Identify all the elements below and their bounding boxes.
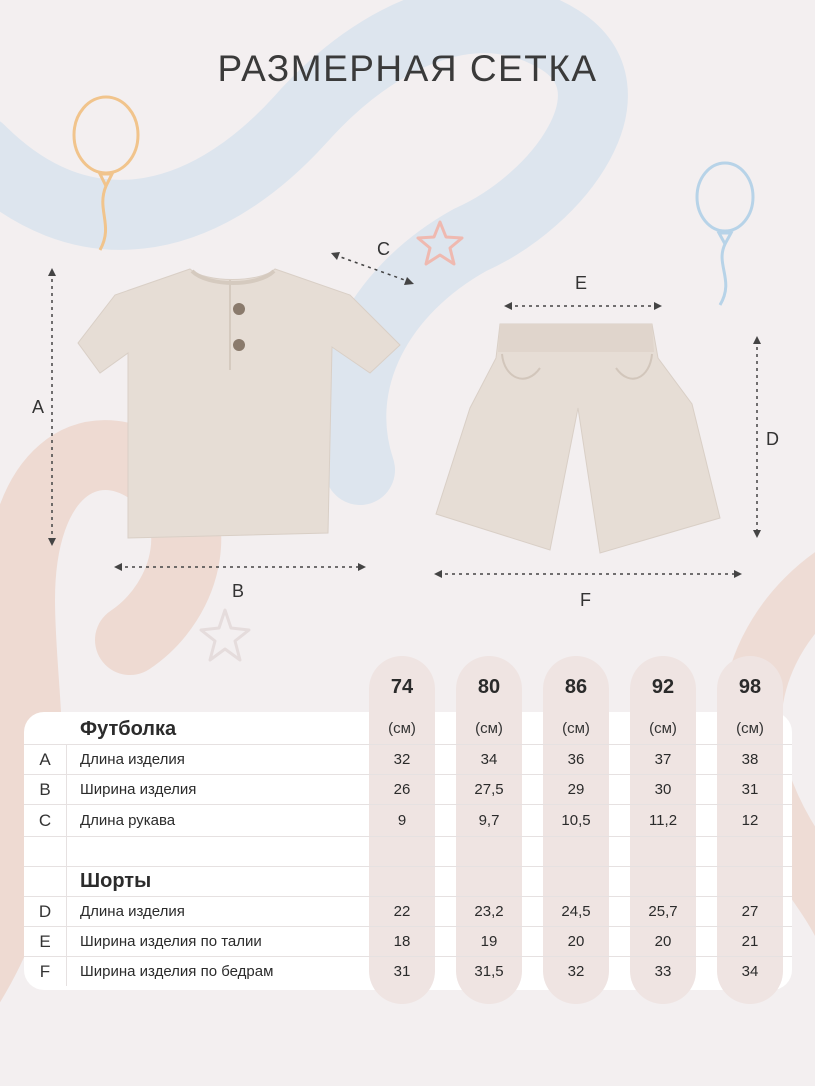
table-cell: 29	[567, 781, 585, 798]
row-letter: A	[39, 750, 51, 769]
size-column-74	[369, 656, 435, 1004]
dimension-label-b: B	[232, 581, 245, 601]
row-label: Ширина изделия по бедрам	[80, 963, 274, 980]
dimension-label-f: F	[580, 590, 591, 610]
row-letter: C	[38, 811, 52, 830]
size-header: 98	[738, 676, 762, 698]
size-column-86	[543, 656, 609, 1004]
row-letter: B	[39, 780, 51, 799]
table-cell: 9,7	[478, 812, 500, 829]
row-label: Длина изделия	[80, 903, 185, 920]
table-cell: 19	[480, 933, 498, 950]
row-label: Ширина изделия по талии	[80, 933, 262, 950]
row-divider	[24, 804, 792, 805]
table-cell: 31,5	[474, 963, 504, 980]
table-cell: 20	[567, 933, 585, 950]
table-cell: 27	[741, 903, 759, 920]
table-cell: 18	[393, 933, 411, 950]
row-divider	[24, 836, 792, 837]
table-cell: 20	[654, 933, 672, 950]
row-divider	[24, 744, 792, 745]
table-cell: 31	[393, 963, 411, 980]
table-cell: 10,5	[561, 812, 591, 829]
size-unit: (см)	[649, 720, 677, 737]
table-cell: 33	[654, 963, 672, 980]
table-cell: 24,5	[561, 903, 591, 920]
table-cell: 34	[741, 963, 759, 980]
table-cell: 27,5	[474, 781, 504, 798]
size-header: 86	[564, 676, 588, 698]
table-cell: 36	[567, 751, 585, 768]
dimension-label-a: A	[32, 397, 45, 417]
size-unit: (см)	[388, 720, 416, 737]
table-cell: 31	[741, 781, 759, 798]
tshirt-section-title: Футболка	[80, 718, 177, 740]
dimension-label-d: D	[766, 429, 779, 449]
table-cell: 37	[654, 751, 672, 768]
row-letter: E	[39, 932, 51, 951]
table-cell: 38	[741, 751, 759, 768]
table-cell: 12	[741, 812, 759, 829]
table-cell: 32	[567, 963, 585, 980]
table-cell: 26	[393, 781, 411, 798]
size-column-80	[456, 656, 522, 1004]
row-label: Длина изделия	[80, 751, 185, 768]
size-column-98	[717, 656, 783, 1004]
size-header: 92	[651, 676, 675, 698]
row-divider	[24, 926, 792, 927]
table-cell: 32	[393, 751, 411, 768]
table-cell: 30	[654, 781, 672, 798]
size-unit: (см)	[475, 720, 503, 737]
shorts-section-title: Шорты	[80, 870, 152, 892]
dimension-label-c: C	[377, 239, 390, 259]
size-header: 80	[477, 676, 501, 698]
table-cell: 25,7	[648, 903, 678, 920]
row-label: Длина рукава	[80, 812, 176, 829]
size-unit: (см)	[562, 720, 590, 737]
size-column-92	[630, 656, 696, 1004]
row-letter: D	[38, 902, 52, 921]
table-cell: 9	[397, 812, 407, 829]
table-cell: 21	[741, 933, 759, 950]
table-cell: 22	[393, 903, 411, 920]
row-divider	[24, 774, 792, 775]
row-letter: F	[39, 962, 51, 981]
column-divider	[66, 744, 67, 986]
table-cell: 23,2	[474, 903, 504, 920]
row-divider	[24, 866, 792, 867]
row-label: Ширина изделия	[80, 781, 197, 798]
table-cell: 11,2	[648, 812, 678, 829]
row-divider	[24, 956, 792, 957]
page-title: РАЗМЕРНАЯ СЕТКА	[217, 48, 598, 89]
dimension-label-e: E	[575, 273, 588, 293]
row-divider	[24, 896, 792, 897]
table-cell: 34	[480, 751, 498, 768]
size-header: 74	[390, 676, 414, 698]
size-unit: (см)	[736, 720, 764, 737]
